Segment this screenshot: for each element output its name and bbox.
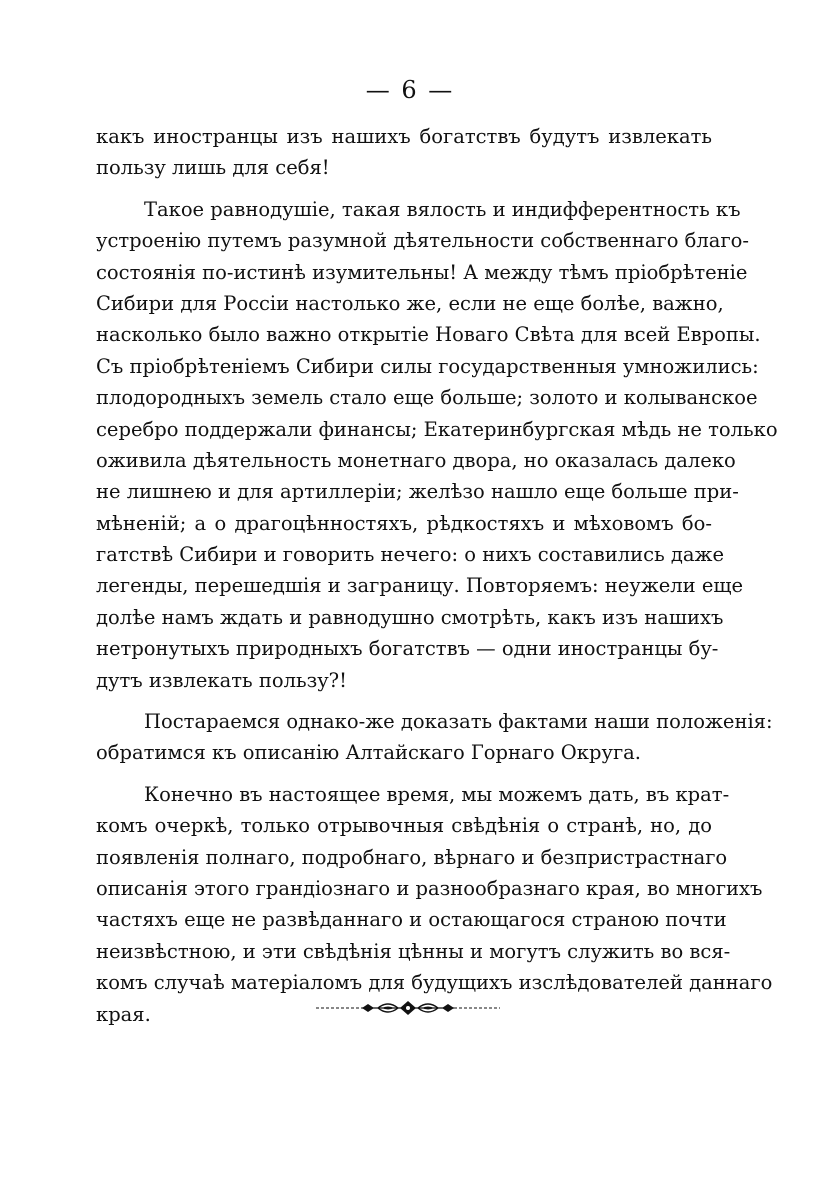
text-line: комъ очеркѣ, только отрывочныя свѣдѣнія о странѣ, но, до (96, 814, 712, 838)
text-line: устроенію путемъ разумной дѣятельности собственнаго благо- (96, 229, 749, 253)
page-number: — 6 — (365, 76, 455, 104)
fleuron-divider-icon (316, 996, 500, 1020)
paragraph-1 (96, 121, 712, 184)
text-line: легенды, перешедшія и заграницу. Повторяемъ: неужели еще (96, 574, 744, 598)
text-line: Сибири для Россіи настолько же, если не еще болѣе, важно, (96, 291, 724, 315)
text-line: Постараемся однако-же доказать фактами наши положенія: (144, 710, 773, 734)
text-line: нетронутыхъ природныхъ богатствъ — одни иностранцы бу- (96, 637, 719, 661)
text-line: дутъ извлекать пользу?! (96, 668, 347, 692)
text-line: гатствѣ Сибири и говорить нечего: о нихъ составились даже (96, 543, 724, 567)
body-text (96, 121, 778, 1040)
text-line: насколько было важно открытіе Новаго Свѣта для всей Европы. (96, 323, 761, 347)
text-line: появленія полнаго, подробнаго, вѣрнаго и безпристрастнаго (96, 845, 728, 869)
text-line: мѣненій; а о драгоцѣнностяхъ, рѣдкостяхъ и мѣховомъ бо- (96, 511, 712, 535)
text-line: пользу лишь для себя! (96, 156, 330, 180)
text-line: описанія этого грандіознаго и разнообразнаго края, во многихъ (96, 876, 763, 900)
paragraph-4 (96, 779, 773, 1030)
text-line: комъ случаѣ матеріаломъ для будущихъ изслѣдователей даннаго (96, 971, 773, 995)
text-line: состоянія по-истинѣ изумительны! А между тѣмъ пріобрѣтеніе (96, 260, 748, 284)
text-line: какъ иностранцы изъ нашихъ богатствъ будутъ извлекать (96, 125, 712, 148)
text-line: Такое равнодушіе, такая вялость и индифферентность къ (144, 197, 741, 221)
text-line: края. (96, 1002, 151, 1026)
text-line: Конечно въ настоящее время, мы можемъ дать, въ крат- (144, 782, 730, 806)
text-line: серебро поддержали финансы; Екатеринбургская мѣдь не только (96, 417, 778, 441)
text-line: неизвѣстною, и эти свѣдѣнія цѣнны и могутъ служить во вся- (96, 939, 731, 963)
text-line: не лишнею и для артиллеріи; желѣзо нашло еще больше при- (96, 480, 739, 504)
paragraph-3 (96, 706, 773, 769)
text-line: Съ пріобрѣтеніемъ Сибири силы государственныя умножились: (96, 354, 759, 378)
text-line: частяхъ еще не развѣданнаго и остающагося страною почти (96, 908, 727, 932)
text-line: обратимся къ описанію Алтайскаго Горнаго Округа. (96, 741, 641, 765)
text-line: оживила дѣятельность монетнаго двора, но оказалась далеко (96, 448, 736, 472)
paragraph-2 (96, 194, 778, 696)
text-line: плодородныхъ земель стало еще больше; золото и колыванское (96, 386, 758, 410)
text-line: долѣе намъ ждать и равнодушно смотрѣть, какъ изъ нашихъ (96, 605, 724, 629)
